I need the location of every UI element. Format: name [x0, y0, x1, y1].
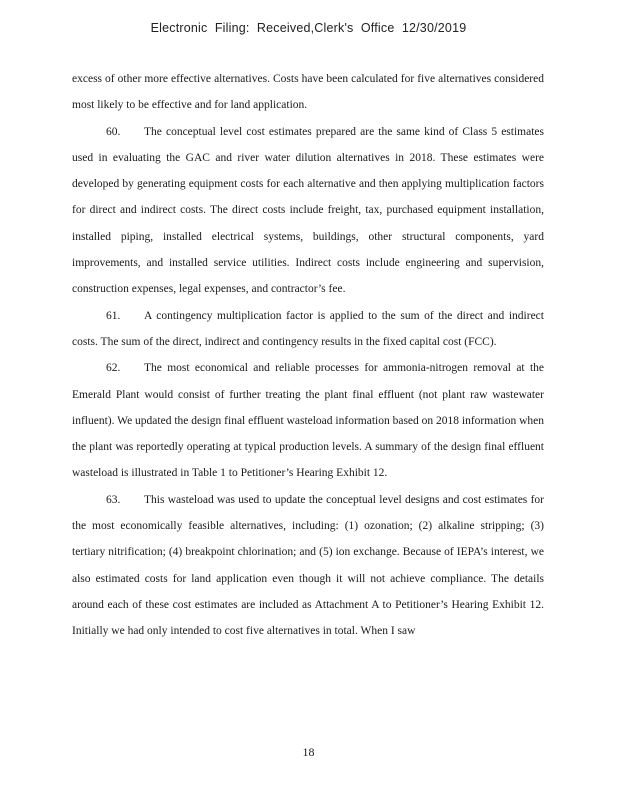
paragraph-number: 61.: [106, 309, 121, 322]
paragraph-text: The conceptual level cost estimates prepared are the same kind of Class 5 estimates used in evaluating the GAC and river water dilution alternatives in 2018. These estimates were developed by generating equipment costs for each alternative and then applying multiplication factors for direct and indirect costs. The direct costs include freight, tax, purchased equipment installation, installed piping, installed electrical systems, buildings, other structural components, yard improvements, and installed service utilities. Indirect costs include engineering and supervision, construction expenses, legal expenses, and contractor’s fee.: [72, 125, 544, 296]
paragraph-number: 60.: [106, 125, 121, 138]
paragraph-number: 62.: [106, 362, 121, 375]
paragraph-62: [72, 355, 544, 486]
page-number: 18: [302, 745, 315, 759]
paragraph-61: [72, 303, 544, 356]
paragraph-text: The most economical and reliable processes for ammonia-nitrogen removal at the Emerald Plant would consist of further treating the plant final effluent (not plant raw wastewater influent). We updated the design final effluent wasteload information based on 2018 information when the plant was reportedly operating at typical production levels. A summary of the design final effluent wasteload is illustrated in Table 1 to Petitioner’s Hearing Exhibit 12.: [72, 362, 544, 480]
paragraph-60: [72, 119, 544, 303]
filing-stamp-header: Electronic Filing: Received,Clerk's Office 12/30/2019: [150, 21, 467, 35]
paragraph-text: This wasteload was used to update the conceptual level designs and cost estimates for the most economically feasible alternatives, including: (1) ozonation; (2) alkaline stripping; (3) tertiary nitrification; (4) breakpoint chlorination; and (5) ion exchange. Because of IEPA’s interest, we also estimated costs for land application even though it will not achieve compliance. The details around each of these cost estimates are included as Attachment A to Petitioner’s Hearing Exhibit 12. Initially we had only intended to cost five alternatives in total. When I saw: [72, 493, 544, 638]
document-body: [72, 66, 544, 645]
paragraph-text: A contingency multiplication factor is applied to the sum of the direct and indirect costs. The sum of the direct, indirect and contingency results in the fixed capital cost (FCC).: [72, 309, 544, 348]
paragraph-63: [72, 487, 544, 645]
continuation-paragraph: excess of other more effective alternatives. Costs have been calculated for five alternatives considered most likely to be effective and for land application.: [72, 73, 544, 112]
paragraph-number: 63.: [106, 493, 121, 506]
